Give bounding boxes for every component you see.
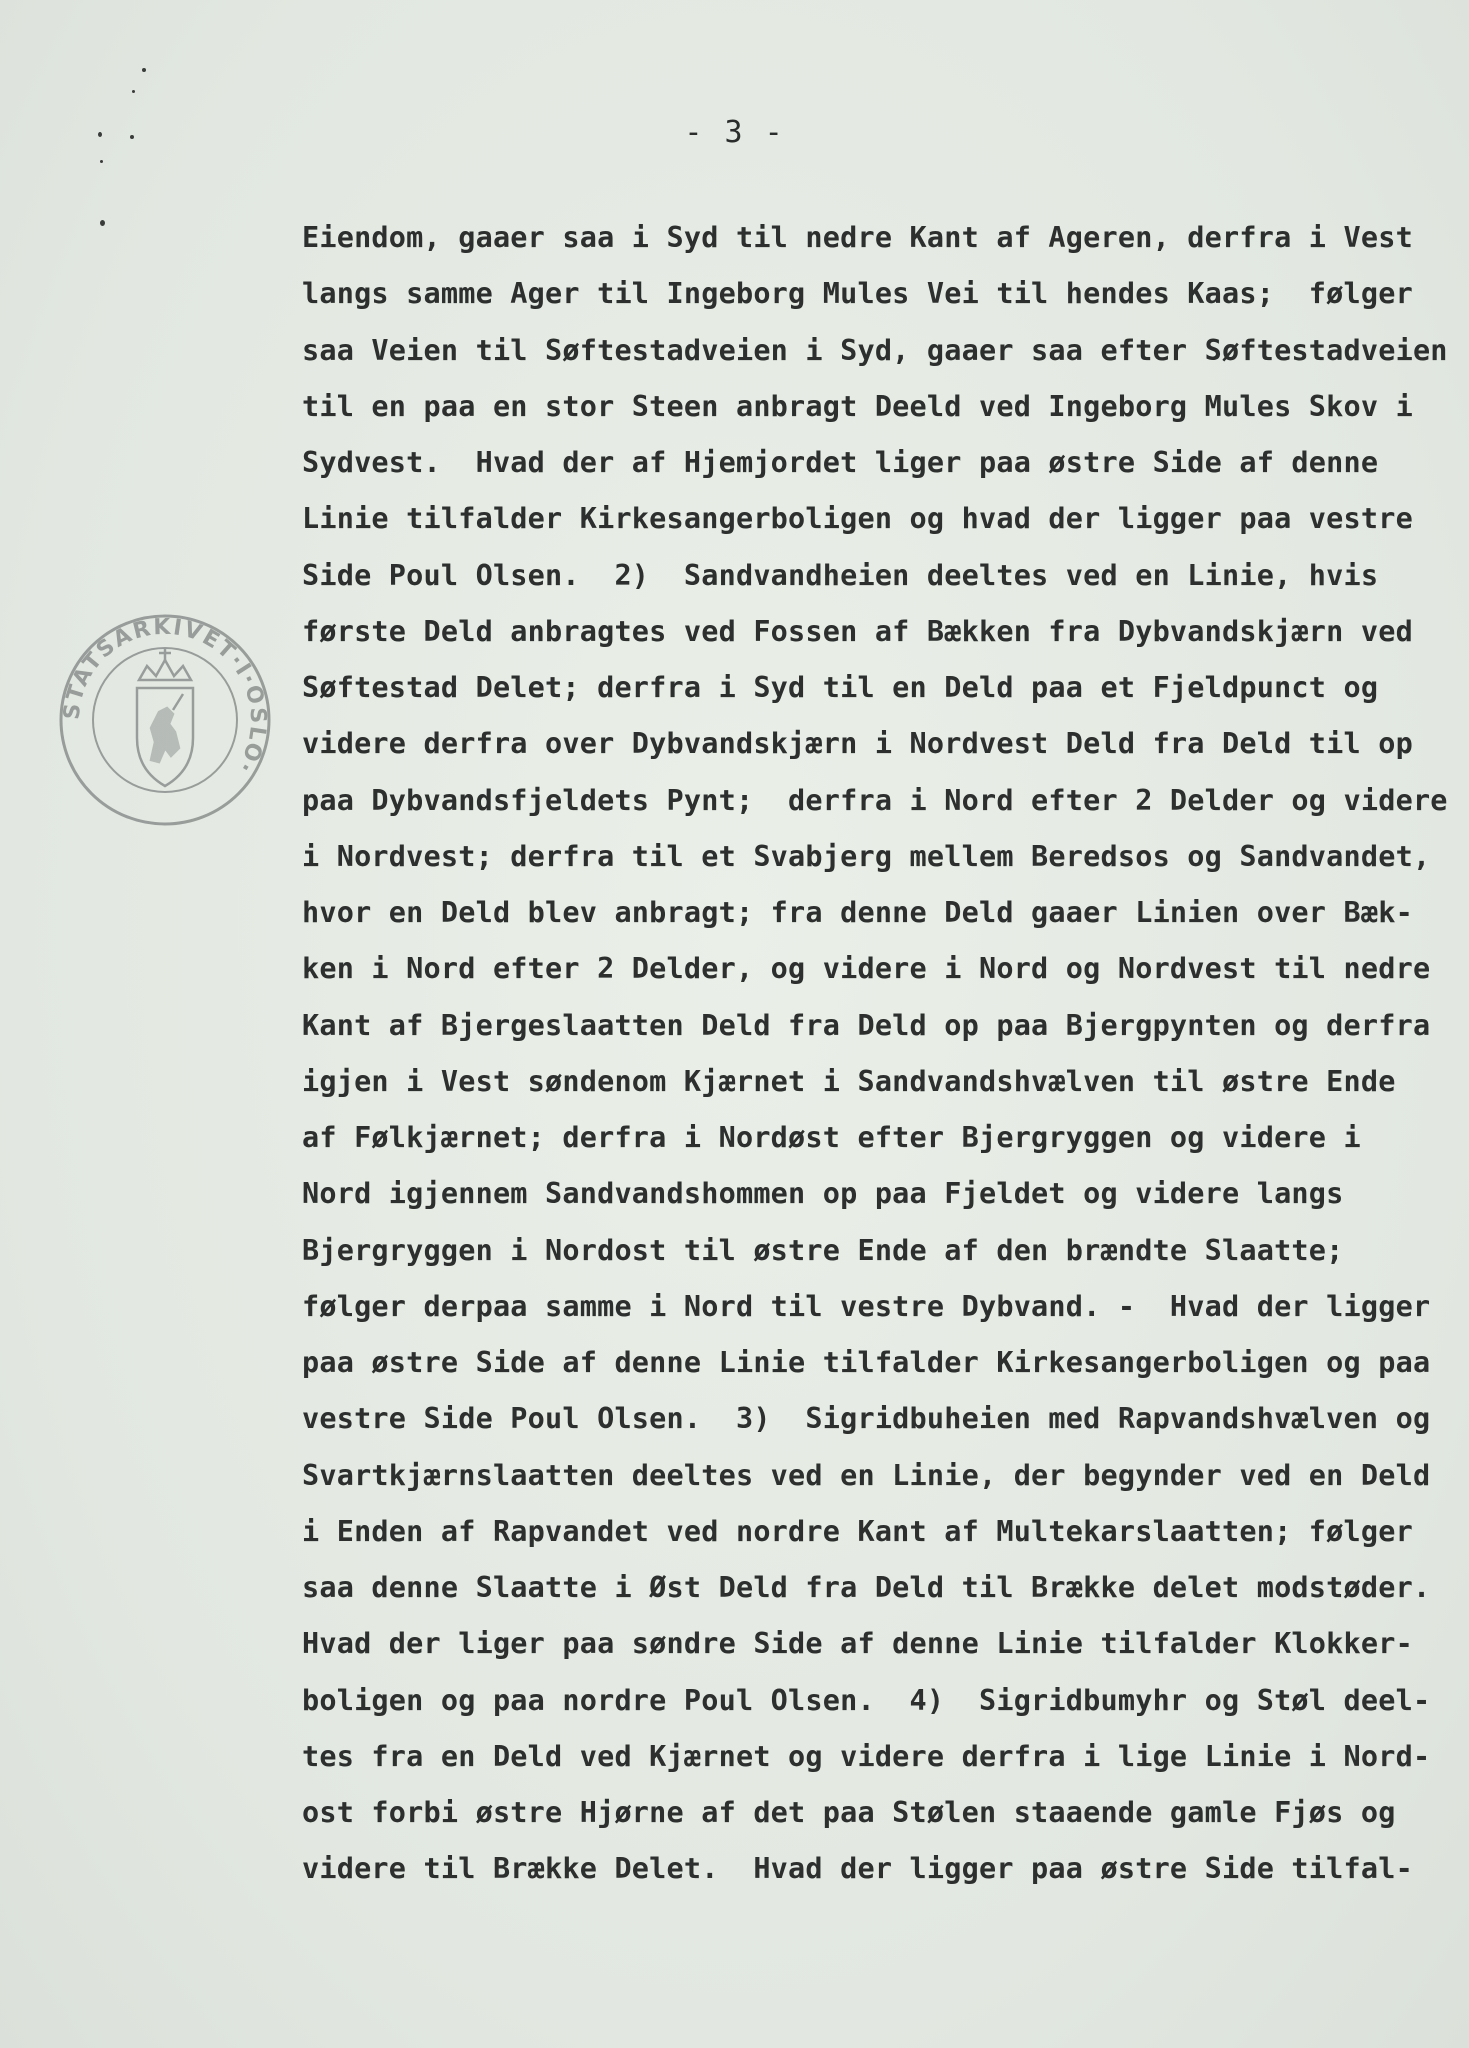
typewritten-text <box>302 218 1448 1906</box>
archive-stamp <box>55 610 275 830</box>
text-line: paa Dybvandsfjeldets Pynt; derfra i Nord efter 2 Delder og videre <box>302 783 1448 817</box>
text-line: vestre Side Poul Olsen. 3) Sigridbuheien med Rapvandshvælven og <box>302 1402 1431 1436</box>
text-line: følger derpaa samme i Nord til vestre Dybvand. - Hvad der ligger <box>302 1289 1431 1323</box>
text-line: til en paa en stor Steen anbragt Deeld ved Ingeborg Mules Skov i <box>302 389 1413 423</box>
text-line: Søftestad Delet; derfra i Syd til en Deld paa et Fjeldpunct og <box>302 671 1379 704</box>
page-number: - 3 - <box>684 115 785 150</box>
text-line: i Nordvest; derfra til et Svabjerg mellem Beredsos og Sandvandet, <box>302 839 1431 873</box>
text-line: af Følkjærnet; derfra i Nordøst efter Bjergryggen og videre i <box>302 1121 1361 1154</box>
coat-of-arms-icon <box>137 648 193 786</box>
text-line: videre til Brække Delet. Hvad der ligger paa østre Side tilfal- <box>302 1852 1413 1886</box>
text-line: Nord igjennem Sandvandshommen op paa Fjeldet og videre langs <box>302 1177 1344 1211</box>
text-line: i Enden af Rapvandet ved nordre Kant af Multekarslaatten; følger <box>302 1514 1413 1548</box>
text-line: videre derfra over Dybvandskjærn i Nordvest Deld fra Deld til op <box>302 727 1413 761</box>
text-line: Linie tilfalder Kirkesangerboligen og hvad der ligger paa vestre <box>302 502 1413 536</box>
text-line: ost forbi østre Hjørne af det paa Stølen staaende gamle Fjøs og <box>302 1796 1396 1829</box>
text-line: Side Poul Olsen. 2) Sandvandheien deeltes ved en Linie, hvis <box>302 558 1379 592</box>
text-line: igjen i Vest søndenom Kjærnet i Sandvandshvælven til østre Ende <box>302 1064 1396 1098</box>
text-line: boligen og paa nordre Poul Olsen. 4) Sigridbumyhr og Støl deel- <box>302 1683 1431 1717</box>
text-line: Svartkjærnslaatten deeltes ved en Linie, der begynder ved en Deld <box>302 1458 1431 1492</box>
text-line: hvor en Deld blev anbragt; fra denne Deld gaaer Linien over Bæk- <box>302 896 1413 929</box>
text-line: Hvad der liger paa søndre Side af denne Linie tilfalder Klokker- <box>302 1627 1413 1661</box>
text-line: saa Veien til Søftestadveien i Syd, gaaer saa efter Søftestadveien <box>302 333 1448 367</box>
text-line: første Deld anbragtes ved Fossen af Bækken fra Dybvandskjærn ved <box>302 614 1413 648</box>
text-line: tes fra en Deld ved Kjærnet og videre derfra i lige Linie i Nord- <box>302 1739 1431 1773</box>
text-line: langs samme Ager til Ingeborg Mules Vei til hendes Kaas; følger <box>302 277 1413 311</box>
text-line: Eiendom, gaaer saa i Syd til nedre Kant af Ageren, derfra i Vest <box>302 221 1413 254</box>
text-line: Bjergryggen i Nordost til østre Ende af den brændte Slaatte; <box>302 1233 1344 1267</box>
text-line: Kant af Bjergeslaatten Deld fra Deld op paa Bjergpynten og derfra <box>302 1008 1431 1042</box>
text-line: saa denne Slaatte i Øst Deld fra Deld til Brække delet modstøder. <box>302 1571 1431 1604</box>
text-line: paa østre Side af denne Linie tilfalder Kirkesangerboligen og paa <box>302 1346 1431 1379</box>
text-line: ken i Nord efter 2 Delder, og videre i Nord og Nordvest til nedre <box>302 952 1431 986</box>
stamp-text: STATSARKIVET·I·OSLO· <box>59 614 271 779</box>
text-line: Sydvest. Hvad der af Hjemjordet liger paa østre Side af denne <box>302 446 1379 479</box>
margin-specks <box>90 60 170 240</box>
